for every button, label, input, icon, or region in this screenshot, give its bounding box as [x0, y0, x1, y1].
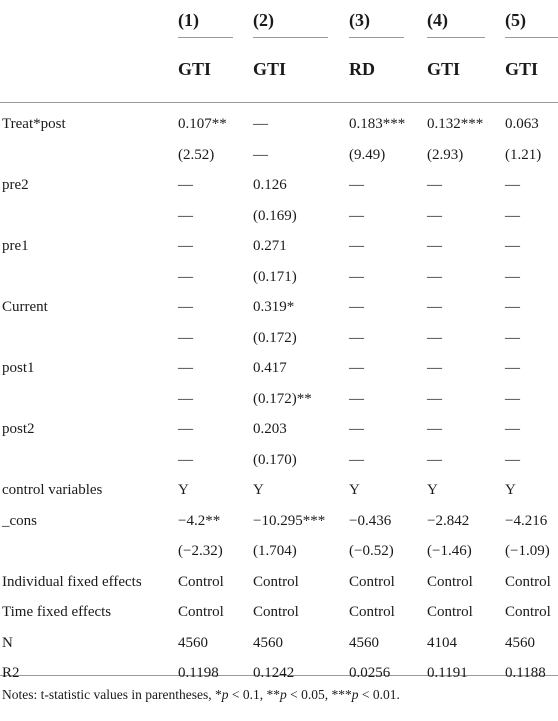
table-cell: —: [427, 299, 442, 315]
column-number: (5): [505, 10, 526, 30]
table-cell: 0.271: [253, 238, 287, 254]
table-cell: 0.319*: [253, 299, 295, 315]
table-cell: —: [349, 207, 364, 224]
table-cell: —: [427, 177, 442, 193]
table-cell: (−2.32): [178, 543, 223, 559]
table-cell: —: [427, 329, 442, 346]
table-cell: —: [427, 238, 442, 254]
table-cell: —: [427, 268, 442, 285]
table-cell: −2.842: [427, 512, 470, 529]
table-cell: Control: [178, 604, 224, 620]
table-cell: Control: [505, 573, 551, 590]
row-label: post1: [2, 360, 35, 376]
table-cell: —: [349, 390, 364, 407]
table-cell: 4560: [253, 634, 283, 651]
table-cell: —: [178, 329, 193, 346]
table-cell: —: [505, 177, 520, 193]
column-label: GTI: [427, 59, 461, 79]
table-cell: —: [178, 207, 193, 224]
table-cell: 4560: [178, 634, 208, 651]
table-cell: (9.49): [349, 146, 386, 163]
row-label: Time fixed effects: [2, 604, 112, 620]
table-cell: —: [427, 360, 442, 376]
table-cell: 0.132***: [427, 116, 484, 132]
column-label: GTI: [253, 59, 287, 79]
table-cell: —: [349, 421, 364, 437]
table-cell: —: [178, 299, 193, 315]
table-cell: 0.0256: [349, 665, 391, 681]
table-cell: —: [427, 390, 442, 407]
table-cell: (−1.09): [505, 543, 550, 559]
column-number: (2): [253, 10, 274, 30]
column-label: GTI: [505, 59, 539, 79]
table-cell: —: [505, 299, 520, 315]
table-cell: —: [349, 238, 364, 254]
table-cell: 0.1188: [505, 665, 546, 681]
table-cell: —: [349, 299, 364, 315]
table-cell: (−1.46): [427, 543, 472, 559]
table-cell: (−0.52): [349, 543, 394, 559]
table-cell: −4.216: [505, 512, 548, 529]
table-cell: 0.417: [253, 360, 287, 376]
table-cell: 0.126: [253, 177, 287, 193]
row-label: pre1: [2, 238, 29, 254]
table-cell: −4.2**: [178, 512, 221, 529]
table-cell: —: [178, 238, 193, 254]
table-cell: —: [505, 268, 520, 285]
table-cell: 4104: [427, 634, 457, 651]
table-cell: Y: [427, 482, 438, 498]
table-cell: 0.107**: [178, 116, 227, 132]
row-label: post2: [2, 421, 35, 437]
table-cell: —: [178, 268, 193, 285]
row-label: control variables: [2, 482, 103, 498]
table-cell: —: [505, 360, 520, 376]
table-cell: —: [349, 451, 364, 468]
table-cell: Control: [253, 573, 299, 590]
row-label: R2: [2, 665, 20, 681]
row-label: Treat*post: [2, 116, 66, 132]
table-cell: Y: [178, 482, 189, 498]
table-cell: 0.1198: [178, 665, 219, 681]
table-cell: —: [178, 177, 193, 193]
table-cell: —: [253, 116, 268, 132]
table-cell: Control: [427, 604, 473, 620]
row-label: _cons: [2, 512, 37, 529]
table-cell: Control: [253, 604, 299, 620]
table-cell: —: [178, 451, 193, 468]
table-cell: —: [349, 177, 364, 193]
table-cell: 0.1191: [427, 665, 468, 681]
table-cell: Control: [505, 604, 551, 620]
header-bottom-rule: [0, 102, 558, 103]
column-number: (1): [178, 10, 199, 30]
table-cell: (0.172)**: [253, 390, 312, 407]
row-label: N: [2, 634, 13, 651]
table-cell: —: [178, 390, 193, 407]
table-notes: Notes: t-statistic values in parentheses, *p < 0.1, **p < 0.05, ***p < 0.01.: [2, 687, 400, 702]
column-label: RD: [349, 59, 375, 79]
column-label: GTI: [178, 59, 212, 79]
table-cell: 4560: [505, 634, 535, 651]
table-cell: −0.436: [349, 512, 392, 529]
header-rule: [427, 37, 485, 38]
column-number: (4): [427, 10, 448, 30]
table-cell: —: [427, 451, 442, 468]
table-cell: —: [349, 268, 364, 285]
table-cell: (0.170): [253, 451, 297, 468]
table-cell: 0.063: [505, 116, 539, 132]
table-cell: —: [505, 207, 520, 224]
table-cell: —: [505, 451, 520, 468]
table-cell: —: [427, 207, 442, 224]
header-rule: [178, 37, 233, 38]
table-cell: (1.704): [253, 543, 297, 559]
table-cell: 0.1242: [253, 665, 295, 681]
table-cell: −10.295***: [253, 512, 326, 529]
table-cell: Control: [349, 604, 395, 620]
table-cell: 4560: [349, 634, 379, 651]
table-cell: (0.169): [253, 207, 297, 224]
table-cell: —: [505, 421, 520, 437]
table-cell: Y: [253, 482, 264, 498]
header-rule: [253, 37, 328, 38]
table-cell: —: [505, 238, 520, 254]
table-cell: (1.21): [505, 146, 542, 163]
column-number: (3): [349, 10, 370, 30]
table-cell: (0.171): [253, 268, 297, 285]
table-cell: (0.172): [253, 329, 297, 346]
row-label: Individual fixed effects: [2, 573, 142, 590]
table-cell: 0.203: [253, 421, 287, 437]
table-cell: —: [349, 360, 364, 376]
table-cell: Control: [349, 573, 395, 590]
table-cell: —: [505, 329, 520, 346]
table-cell: —: [253, 146, 268, 163]
table-cell: Y: [349, 482, 360, 498]
header-rule: [349, 37, 404, 38]
table-cell: —: [427, 421, 442, 437]
table-cell: —: [349, 329, 364, 346]
table-cell: (2.52): [178, 146, 215, 163]
table-cell: Control: [427, 573, 473, 590]
table-cell: 0.183***: [349, 116, 406, 132]
table-cell: Control: [178, 573, 224, 590]
table-cell: —: [178, 421, 193, 437]
row-label: pre2: [2, 177, 29, 193]
table-cell: —: [178, 360, 193, 376]
table-cell: —: [505, 390, 520, 407]
header-rule: [505, 37, 558, 38]
table-cell: (2.93): [427, 146, 464, 163]
row-label: Current: [2, 299, 48, 315]
table-cell: Y: [505, 482, 516, 498]
